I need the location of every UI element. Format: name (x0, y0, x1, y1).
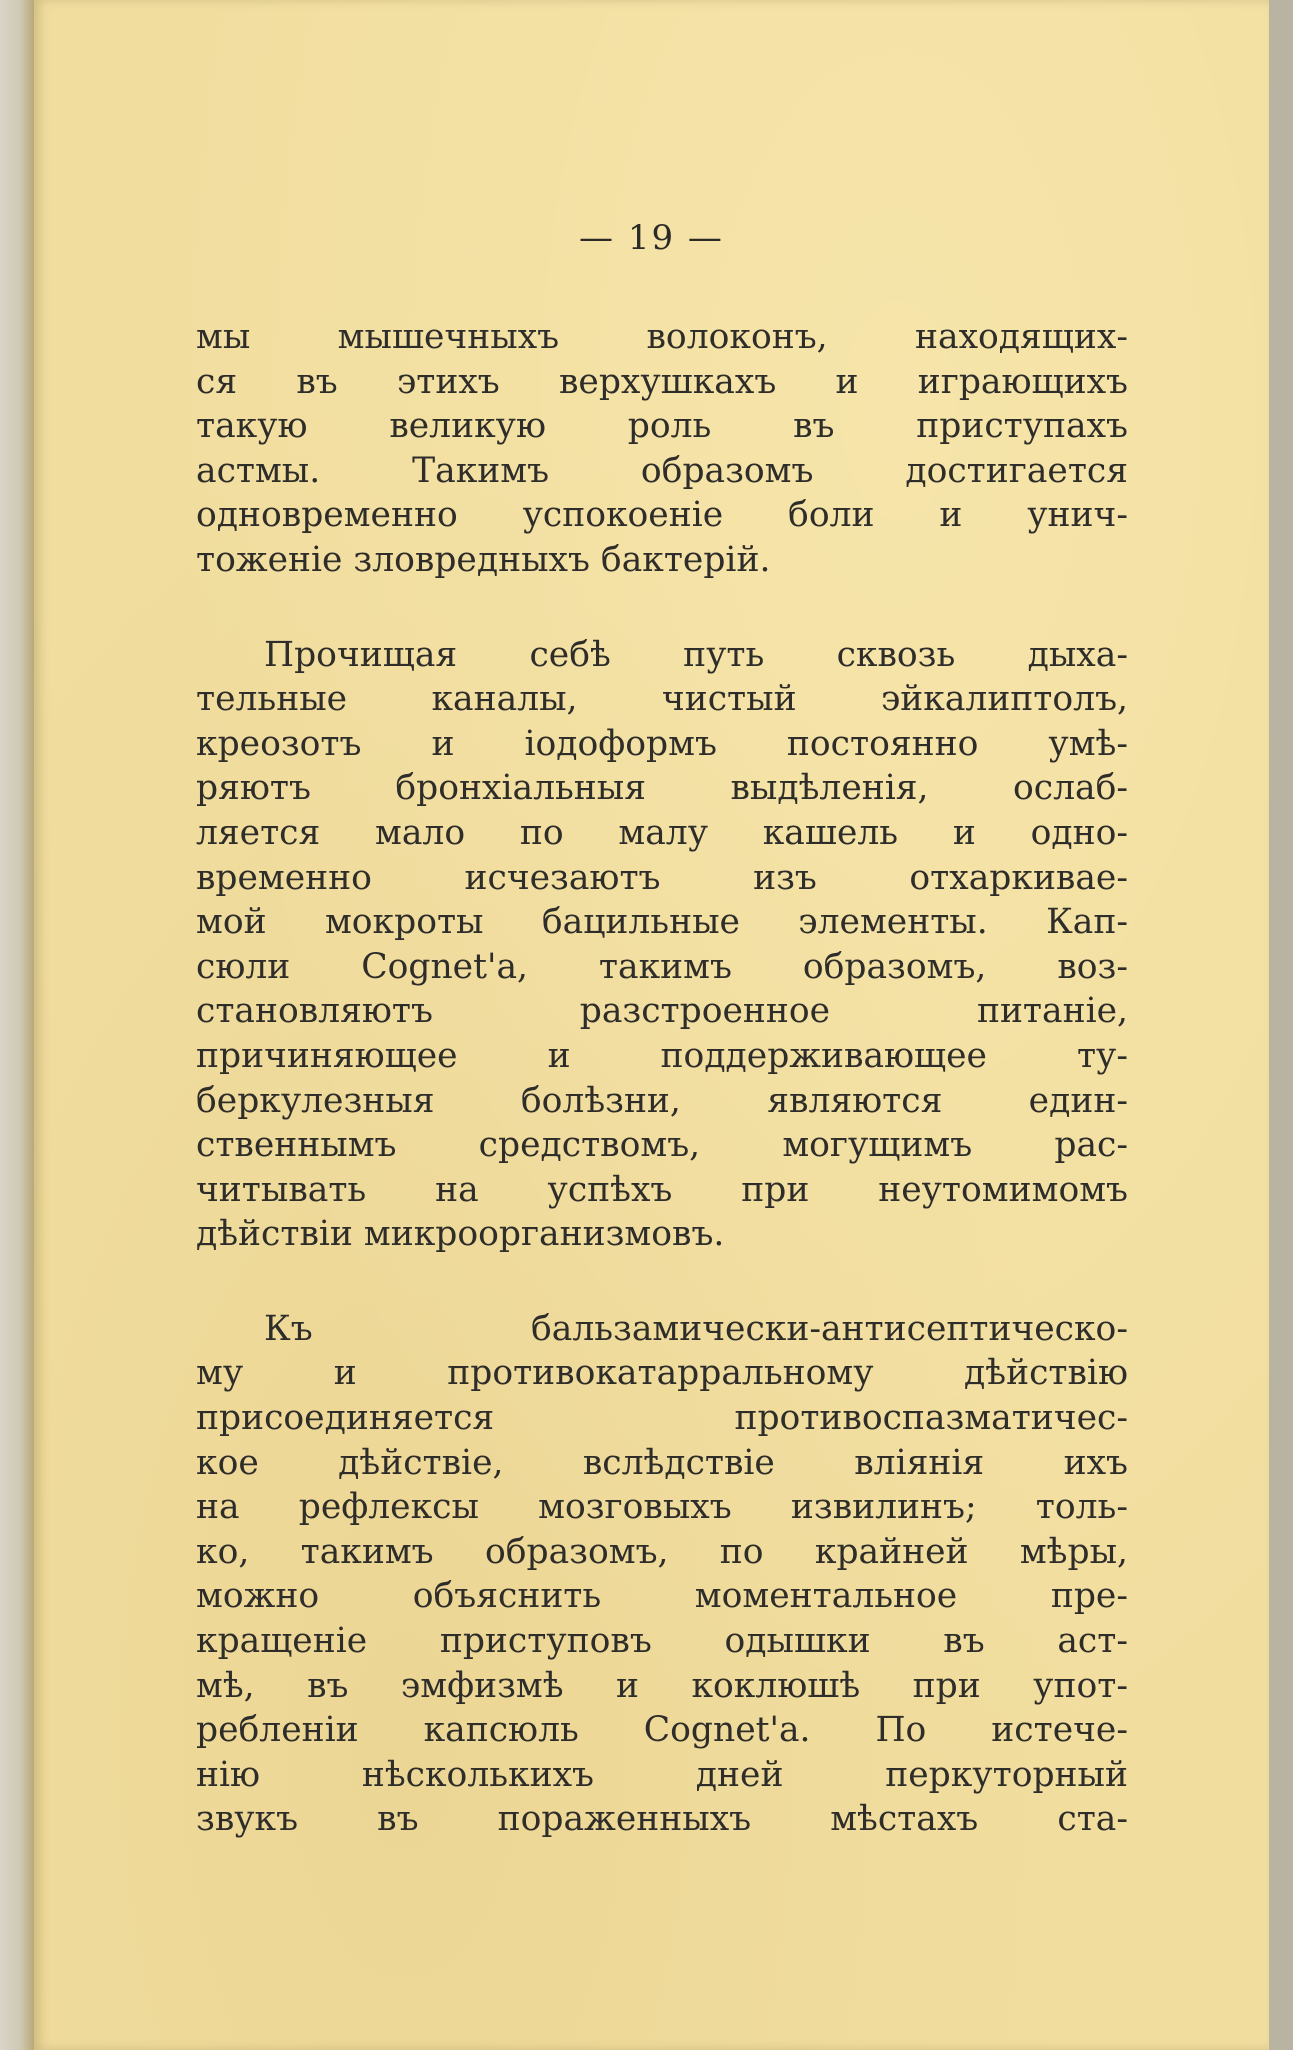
body-text (196, 315, 1128, 1892)
paragraph-3 (196, 1307, 1128, 1842)
text-line: тельные каналы, чистый эйкалиптолъ, (196, 679, 1128, 720)
text-line: мѣ, въ эмфизмѣ и коклюшѣ при упот- (196, 1665, 1128, 1706)
text-line: Прочищая себѣ путь сквозь дыха- (264, 634, 1128, 675)
book-page (34, 0, 1269, 2050)
text-line: можно объяснить моментальное пре- (196, 1576, 1128, 1617)
text-line: кращенiе приступовъ одышки въ аст- (196, 1621, 1128, 1662)
paragraph-1 (196, 315, 1128, 583)
text-line: причиняющее и поддерживающее ту- (196, 1035, 1128, 1076)
text-line: на рефлексы мозговыхъ извилинъ; толь- (196, 1487, 1128, 1528)
scan-edge-right (1269, 0, 1293, 2050)
text-line: беркулезныя болѣзни, являются един- (196, 1080, 1128, 1121)
page-number: — 19 — (579, 218, 724, 258)
text-line: астмы. Такимъ образомъ достигается (196, 450, 1128, 491)
text-line: дѣйствiи микроорганизмовъ. (196, 1214, 725, 1255)
text-line: нiю нѣсколькихъ дней перкуторный (196, 1754, 1128, 1795)
text-line: сюли Cognet'а, такимъ образомъ, воз- (196, 946, 1128, 987)
text-line: тоженiе зловредныхъ бактерiй. (196, 539, 771, 580)
text-line: Къ бальзамически-антисептическо- (264, 1308, 1128, 1349)
text-line: ребленiи капсюль Cognet'а. По истече- (196, 1710, 1128, 1751)
text-line: такую великую роль въ приступахъ (196, 406, 1128, 447)
text-line: присоединяется противоспазматичес- (196, 1398, 1128, 1439)
text-line: звукъ въ пораженныхъ мѣстахъ ста- (196, 1799, 1128, 1840)
text-line: мы мышечныхъ волоконъ, находящих- (196, 317, 1128, 357)
text-line: му и противокатарральному дѣйствiю (196, 1353, 1128, 1394)
text-line: креозотъ и iодоформъ постоянно умѣ- (196, 723, 1128, 764)
scan-edge-left (0, 0, 34, 2050)
paragraph-2 (196, 633, 1128, 1257)
text-line: мой мокроты бацильные элементы. Кап- (196, 902, 1128, 943)
text-line: ряютъ бронхiальныя выдѣленiя, ослаб- (196, 768, 1128, 809)
text-line: одновременно успокоенiе боли и унич- (196, 495, 1128, 536)
text-line: ко, такимъ образомъ, по крайней мѣры, (196, 1531, 1128, 1572)
text-line: ственнымъ средствомъ, могущимъ рас- (196, 1125, 1128, 1166)
text-line: кое дѣйствiе, вслѣдствiе влiянiя ихъ (196, 1442, 1128, 1483)
text-line: становляютъ разстроенное питанiе, (196, 991, 1128, 1032)
text-line: ся въ этихъ верхушкахъ и играющихъ (196, 361, 1128, 402)
text-line: читывать на успѣхъ при неутомимомъ (196, 1169, 1128, 1210)
text-line: временно исчезаютъ изъ отхаркивае- (196, 857, 1128, 898)
text-line: ляется мало по малу кашель и одно- (196, 812, 1128, 853)
